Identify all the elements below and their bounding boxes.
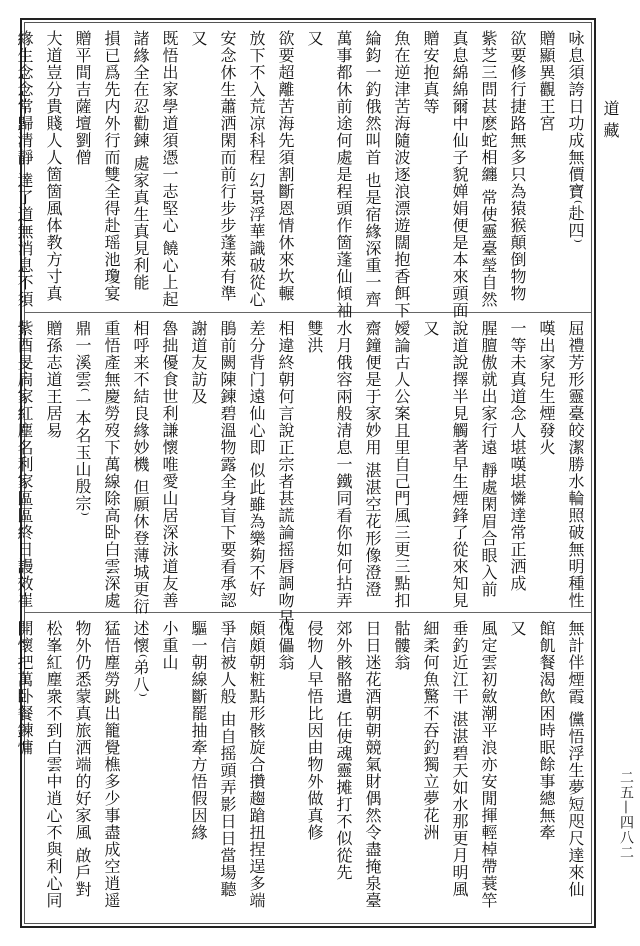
text-panel-bottom <box>15 620 588 920</box>
text-column: 水月俄容兩般清息一鐵同看你如何拈弄 <box>334 320 353 609</box>
text-column: 垂釣近江干 湛湛碧天如水那更月明風 <box>450 620 469 899</box>
section-divider-2 <box>25 612 591 613</box>
text-column: 重悟產無慶勞歿下萬線除高卧白雲深處 <box>102 320 121 609</box>
text-column: 松峯紅塵衆不到白雲中逍心不與利心同 <box>44 620 63 909</box>
text-column: 欲要修行捷路無多只為猿猴顛倒物物 <box>508 30 527 302</box>
page-number: 二五—四八二 <box>618 770 634 860</box>
text-column: 又 <box>305 30 324 47</box>
text-column: 真息綿綿爾中仙子貌婵娟便是本來頭面 <box>450 30 469 319</box>
text-column: 損已爲先内外行而雙全得赴瑶池瓊宴 <box>102 30 121 302</box>
text-column: 猛悟塵勞跳出籠覺樵多少事盡成空逍遥 <box>102 620 121 909</box>
text-column: 贈顯異觀王宮 <box>537 30 556 132</box>
text-column: 開懷把萬卧餐鍊慵 <box>15 620 34 756</box>
text-column: 綸鈞一釣俄然叫首 也是宿緣深重一齊 <box>363 30 382 309</box>
text-column: 又 <box>421 320 440 337</box>
text-column: 細柔何魚驚不吞釣獨立夢花洲 <box>421 620 440 841</box>
text-column: 緣生念念常歸清靜 達了道無消息不須 <box>15 30 34 309</box>
text-column: 驅一朝線斷罷抽牽方悟假因緣 <box>189 620 208 841</box>
text-column: 風定雲初斂潮平浪亦安閒揮輕棹帶蓑竿 <box>479 620 498 909</box>
text-column: 侵物人早悟比因由物外做真修 <box>305 620 324 841</box>
text-column: 雙洪 <box>305 320 324 354</box>
text-column: 咏息須誇日功成無價寶⁽赴四⁾ <box>566 30 585 244</box>
text-column: 萬事都休前途何處是程頭作箇蓬仙傾袖 <box>334 30 353 319</box>
text-column: 嬡論古人公案且里自己門風三更三點扣 <box>392 320 411 609</box>
text-column: 爭信被人般 由自摇頭弄影日日當場聽 <box>218 620 237 899</box>
text-column: 無計伴煙霞 儻悟浮生夢短咫尺達來仙 <box>566 620 585 899</box>
text-column: 小重山 <box>160 620 179 671</box>
text-column: 既悟出家學道須憑一志堅心 饒心上起 <box>160 30 179 309</box>
text-column: 又 <box>508 620 527 637</box>
text-column: 齋鐘便是于家妙用 湛湛空花形像澄澄 <box>363 320 382 599</box>
text-column: 郊外骸骼遺 任使魂靈摊打不似從先 <box>334 620 353 882</box>
text-column: 說道說擇半見觸著早生煙鋒了從來知見 <box>450 320 469 609</box>
text-column: 放下不入荒凉科程 幻景浮華識破從心 <box>247 30 266 309</box>
text-column: 一等未真道念人堪嘆堪憐達常正洒成 <box>508 320 527 592</box>
margin-title: 道藏 <box>601 100 620 144</box>
text-column: 鼎一溪雲⁽一本名玉山殷宗⁾ <box>73 320 92 517</box>
text-column: 紫酉旻扄家紅塵名利家區區終日謾效崔 <box>15 320 34 609</box>
text-column: 紫芝三問甚麽蛇相纏 常使靈臺瑩自然 <box>479 30 498 309</box>
text-column: 安念休生蕭洒閑而前行步步蓬萊有準 <box>218 30 237 302</box>
text-column: 鵑前闕陳鍊碧溫物露全身盲下要看承認 <box>218 320 237 609</box>
text-panel-top <box>15 30 588 319</box>
text-column: 頗頗朝粧點形骸旋合攢趨蹌扭捏逞多端 <box>247 620 266 909</box>
text-column: 骷髏翁 <box>392 620 411 671</box>
text-column: 館飢餐渴飲困時眠餘事總無牽 <box>537 620 556 841</box>
text-column: 腥膻傲就出家行遠 靜處閑眉合眼入前 <box>479 320 498 599</box>
text-column: 相呼来不結良緣妙機 但願休登薄城更衍 <box>131 320 150 616</box>
text-column: 魯拙優食世利謙懷唯愛山居深泳道友善 <box>160 320 179 609</box>
text-panel-middle <box>15 320 588 626</box>
text-column: 大道豈分貴賤人人箇箇風体教方寸真 <box>44 30 63 302</box>
text-column: 贈孫志道王居易 <box>44 320 63 439</box>
text-column: 物外仍悉蒙真旅洒端的好家風 啟戶對 <box>73 620 92 899</box>
text-column: 屈禮芳形靈臺皎潔勝水輪照破無明種性 <box>566 320 585 609</box>
text-column: 述懷⁽弟八⁾ <box>131 620 150 698</box>
text-column: 欲要超離苦海先須割斷恩情休來坎輾 <box>276 30 295 302</box>
text-column: 傀儡翁 <box>276 620 295 671</box>
text-column: 又 <box>189 30 208 47</box>
text-column: 贈安抱真等 <box>421 30 440 115</box>
text-column: 贈平間吉薩壇劉僧 <box>73 30 92 166</box>
text-column: 魚在逆津苦海隨波逐浪漂遊闊抱香餌下 <box>392 30 411 319</box>
text-column: 嘆出家兒生煙發火 <box>537 320 556 456</box>
text-column: 諸緣全在忍勸鍊 處家真生真見利能 <box>131 30 150 292</box>
section-divider-1 <box>25 312 591 313</box>
text-column: 謝道友訪及 <box>189 320 208 405</box>
text-column: 日日迷花酒朝朝競氣財偶然令盡掩泉臺 <box>363 620 382 909</box>
text-column: 差分背门遠仙心即 似此雖為樂夠不好 <box>247 320 266 599</box>
text-column: 相違終朝何言說正宗者甚謊論摇唇調吻早 <box>276 320 295 626</box>
